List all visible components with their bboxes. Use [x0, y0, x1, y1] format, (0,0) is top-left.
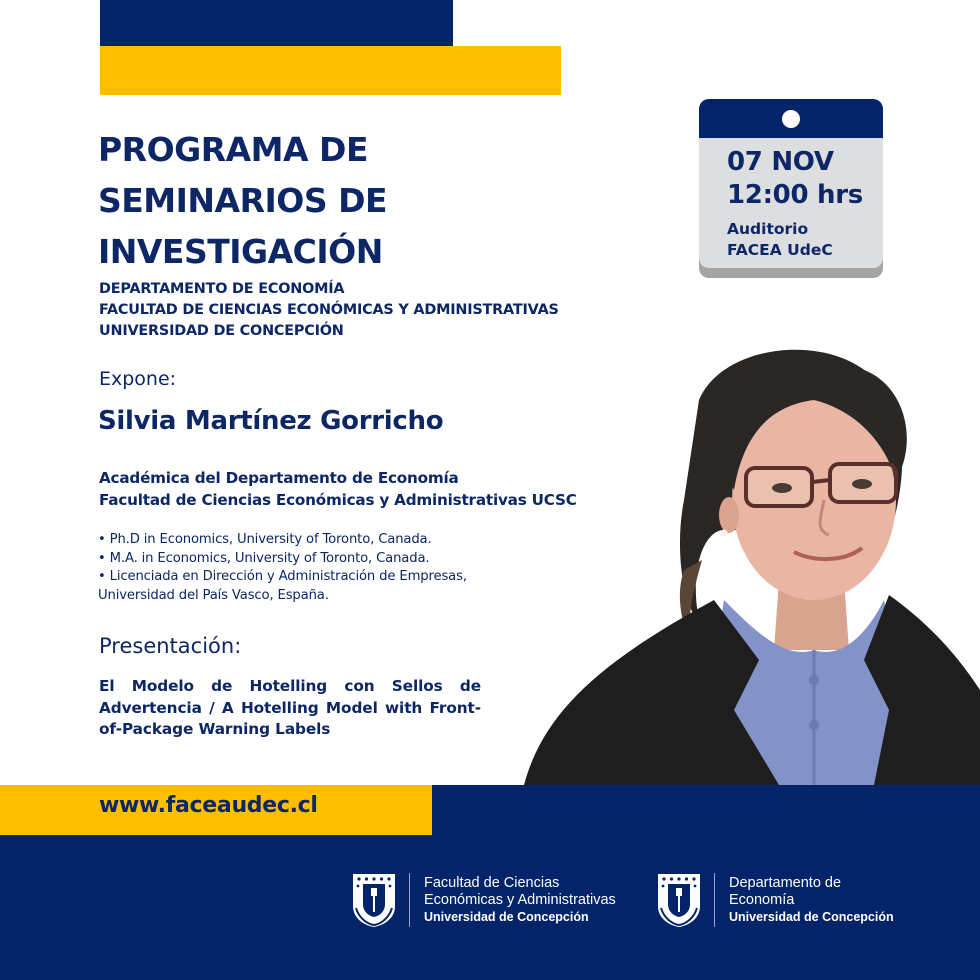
affiliation-line: Académica del Departamento de Economía [99, 469, 459, 487]
department-line: UNIVERSIDAD DE CONCEPCIÓN [99, 323, 344, 339]
calendar-ring-icon [782, 110, 800, 128]
presentation-label: Presentación: [99, 634, 242, 658]
speaker-portrait [524, 330, 980, 785]
top-yellow-bar [100, 46, 561, 95]
event-place [727, 219, 833, 261]
title-line: INVESTIGACIÓN [98, 232, 383, 271]
cv-item: • Licenciada en Dirección y Administración de Empresas, [98, 569, 467, 584]
cv-item: • M.A. in Economics, University of Toronto, Canada. [98, 550, 430, 566]
udec-shield-icon [656, 872, 702, 928]
speaker-name: Silvia Martínez Gorricho [98, 406, 444, 436]
cv-item: • Ph.D in Economics, University of Toronto, Canada. [98, 532, 432, 547]
udec-shield-icon [351, 872, 397, 928]
logo-divider [409, 873, 410, 927]
event-time: 12:00 hrs [727, 180, 863, 210]
economia-logo-text [729, 875, 894, 926]
logo-line: Economía [729, 891, 795, 908]
department-block [99, 279, 559, 342]
page-title [98, 124, 387, 277]
logo-line: Departamento de [729, 874, 842, 891]
calendar-header [699, 99, 883, 138]
facea-logo [351, 870, 616, 930]
presentation-title: El Modelo de Hotelling con Sellos de Advertencia / A Hotelling Model with Front-of-Package Warning Labels [99, 677, 481, 738]
logo-line: Universidad de Concepción [424, 909, 589, 924]
speaker-cv-list [98, 531, 467, 605]
top-navy-bar [100, 0, 453, 46]
department-line: DEPARTAMENTO DE ECONOMÍA [99, 281, 345, 297]
title-line: PROGRAMA DE [98, 130, 368, 169]
logo-divider [714, 873, 715, 927]
affiliation-line: Facultad de Ciencias Económicas y Administrativas UCSC [99, 491, 577, 509]
logo-line: Facultad de Ciencias [424, 874, 560, 891]
facea-logo-text [424, 875, 616, 926]
cv-item: Universidad del País Vasco, España. [98, 587, 329, 603]
place-line: FACEA UdeC [727, 241, 833, 259]
economia-logo [656, 870, 894, 930]
calendar-icon [699, 99, 883, 268]
event-calendar-card [699, 99, 883, 278]
place-line: Auditorio [727, 220, 809, 238]
logo-line: Económicas y Administrativas [424, 891, 616, 908]
website-link[interactable]: www.faceaudec.cl [99, 793, 318, 818]
speaker-affiliation [99, 467, 577, 511]
logo-line: Universidad de Concepción [729, 909, 894, 924]
speaker-label: Expone: [99, 368, 177, 390]
event-date: 07 NOV [727, 147, 834, 177]
title-line: SEMINARIOS DE [98, 181, 388, 220]
department-line: FACULTAD DE CIENCIAS ECONÓMICAS Y ADMINISTRATIVAS [99, 302, 559, 318]
